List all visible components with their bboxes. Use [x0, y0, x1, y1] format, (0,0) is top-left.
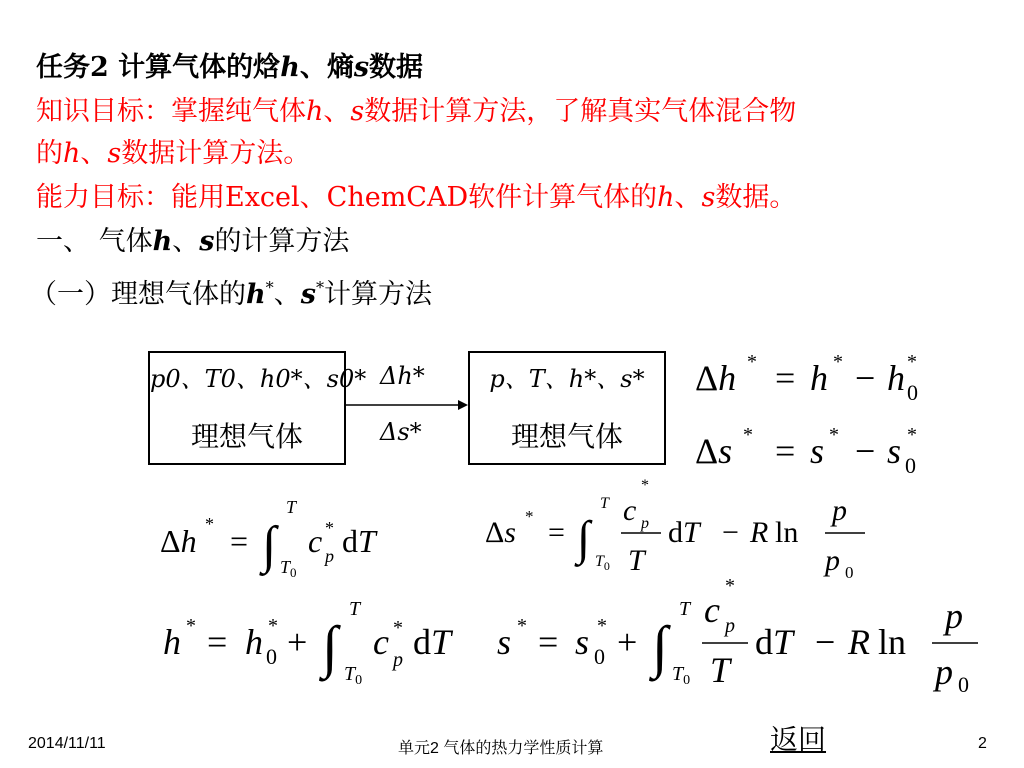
svg-text:−: −	[855, 431, 876, 471]
svg-text:p: p	[825, 544, 840, 577]
svg-text:T: T	[710, 650, 731, 690]
final-state-name: 理想气体	[510, 420, 623, 453]
page-number: 2	[978, 735, 987, 752]
svg-text:dT: dT	[413, 622, 452, 662]
svg-text:Δh: Δh	[160, 523, 197, 559]
svg-text:∫: ∫	[322, 614, 338, 679]
svg-text:dT: dT	[342, 523, 376, 559]
svg-text:*: *	[641, 477, 649, 494]
svg-text:T: T	[286, 497, 297, 517]
equation-delta-h	[695, 351, 918, 405]
svg-text:*: *	[325, 518, 334, 538]
svg-text:p: p	[325, 546, 334, 566]
svg-text:=: =	[207, 622, 228, 662]
svg-text:−: −	[855, 358, 876, 398]
equation-s-star	[497, 575, 978, 697]
subsection-heading: （一）理想气体的h*、s*计算方法	[30, 278, 433, 310]
svg-text:R: R	[848, 622, 870, 662]
svg-text:*: *	[525, 507, 534, 526]
svg-text:R: R	[750, 516, 769, 549]
svg-text:T: T	[349, 598, 361, 620]
svg-text:0: 0	[845, 563, 854, 582]
svg-text:T: T	[628, 544, 645, 577]
svg-text:c: c	[308, 523, 323, 559]
equation-delta-s	[695, 424, 917, 478]
svg-text:T0: $T_0$	[595, 553, 610, 573]
svg-text:Δs: Δs	[695, 431, 733, 471]
footer-date: 2014/11/11	[28, 735, 106, 752]
svg-text:p: p	[641, 515, 649, 532]
svg-text:*: *	[517, 615, 527, 637]
svg-text:=: =	[548, 516, 565, 549]
svg-text:∫: ∫	[652, 614, 668, 679]
svg-text:*: *	[907, 351, 917, 373]
delta-s-label: Δs*	[380, 418, 422, 446]
svg-text:+: +	[617, 622, 638, 662]
svg-text:s: s	[810, 431, 825, 471]
svg-text:0: 0	[266, 644, 277, 669]
svg-text:=: =	[775, 431, 796, 471]
svg-text:0: 0	[958, 672, 969, 697]
svg-text:∫: ∫	[577, 512, 591, 565]
svg-text:*: *	[268, 615, 278, 637]
svg-text:=: =	[775, 358, 796, 398]
equations-area	[0, 330, 1024, 710]
svg-text:*: *	[393, 617, 403, 639]
svg-text:ln: ln	[775, 516, 799, 549]
svg-text:=: =	[538, 622, 559, 662]
svg-text:dT: dT	[755, 622, 794, 662]
initial-state-name: 理想气体	[190, 420, 303, 453]
svg-text:0: 0	[594, 644, 605, 669]
svg-text:*: *	[743, 424, 753, 446]
svg-text:h: h	[887, 358, 905, 398]
svg-text:*: *	[597, 615, 607, 637]
svg-text:−: −	[815, 622, 836, 662]
svg-text:p: p	[935, 652, 953, 692]
svg-text:T0: $T_0$	[672, 663, 691, 688]
knowledge-goal-line1: 知识目标：掌握纯气体h、s数据计算方法，了解真实气体混合物	[36, 96, 797, 127]
back-link[interactable]: 返回	[770, 723, 827, 756]
svg-text:s: s	[497, 622, 512, 662]
svg-text:*: *	[907, 424, 917, 446]
svg-text:s: s	[887, 431, 902, 471]
svg-text:*: *	[833, 351, 843, 373]
svg-text:c: c	[704, 590, 720, 630]
ability-goal: 能力目标：能用Excel、ChemCAD软件计算气体的h、s数据。	[36, 182, 797, 213]
svg-text:*: *	[747, 351, 757, 373]
svg-text:c: c	[373, 622, 389, 662]
svg-text:p: p	[945, 596, 963, 636]
svg-text:ln: ln	[878, 622, 907, 662]
footer-title: 单元2 气体的热力学性质计算	[398, 740, 604, 757]
svg-text:−: −	[722, 516, 739, 549]
svg-text:T0: $T_0$	[344, 663, 363, 688]
svg-text:+: +	[287, 622, 308, 662]
svg-text:T0: $T_0$	[280, 557, 297, 580]
svg-text:∫: ∫	[262, 517, 277, 574]
svg-text:h: h	[163, 622, 181, 662]
svg-text:T: T	[679, 598, 691, 620]
equation-h-star	[163, 598, 454, 688]
section-heading: 一、 气体h、s的计算方法	[36, 226, 350, 257]
svg-text:dT: dT	[668, 516, 700, 549]
svg-text:c: c	[623, 494, 637, 527]
final-state-label: p、T、h*、s*	[489, 365, 645, 393]
equation-delta-h-integral	[160, 497, 378, 580]
svg-text:*: *	[725, 575, 735, 597]
svg-text:0: 0	[905, 453, 916, 478]
equation-delta-s-integral	[485, 477, 865, 582]
delta-h-label: Δh*	[380, 362, 425, 390]
svg-text:h: h	[810, 358, 828, 398]
svg-text:Δs: Δs	[485, 516, 516, 549]
svg-text:h: h	[245, 622, 263, 662]
svg-text:T: T	[600, 495, 609, 512]
svg-text:Δh: Δh	[695, 358, 737, 398]
svg-text:0: 0	[907, 380, 918, 405]
knowledge-goal-line2: 的h、s数据计算方法。	[36, 138, 311, 169]
svg-text:p: p	[393, 649, 403, 671]
svg-text:*: *	[205, 514, 214, 534]
svg-text:*: *	[829, 424, 839, 446]
svg-text:=: =	[230, 523, 249, 559]
svg-text:*: *	[186, 615, 196, 637]
initial-state-label: p0、T0、h0*、s0*	[150, 365, 367, 393]
svg-text:p: p	[832, 494, 847, 527]
task-title: 任务2 计算气体的焓h、熵s数据	[36, 52, 424, 83]
svg-text:p: p	[725, 615, 735, 637]
svg-text:s: s	[575, 622, 590, 662]
